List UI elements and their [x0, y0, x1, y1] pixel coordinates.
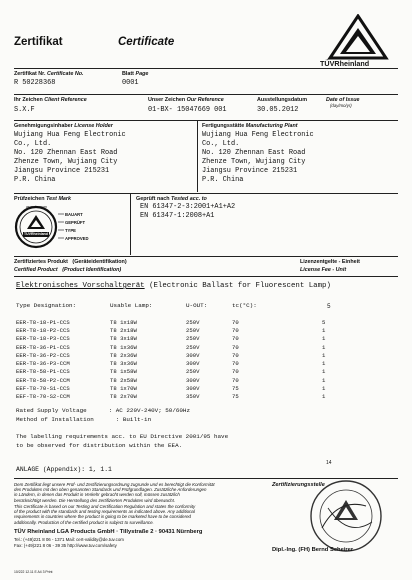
product-label-en: Certified Product (Product Identification) — [14, 267, 122, 273]
signer-name: Dipl.-Ing. (FH) Bernd Scheirer — [272, 547, 354, 553]
type-cell: EER-T8-18-P2-CCS — [16, 326, 70, 334]
type-cell: EER-T8-18-P1-CCS — [16, 318, 70, 326]
uout-cell: 350V — [186, 393, 200, 401]
uout-cell: 300V — [186, 385, 200, 393]
annex: ANLAGE (Appendix): 1, 1.1 — [16, 466, 112, 473]
issue-date-label-en: Date of Issue — [326, 97, 360, 103]
lamp-cell: T8 3x36W — [110, 360, 137, 368]
fee-label-en: License Fee - Unit — [300, 267, 347, 273]
our-ref-label: Unser Zeichen Our Reference — [148, 97, 224, 103]
labelling-note: The labelling requirements acc. to EU Directive 2001/95 have to be observed for distribution within the EEA. — [16, 433, 229, 449]
badge-text: BAUART GEPRÜFT TYPE APPROVED — [65, 212, 89, 241]
test-mark-badge: www.tuv.com TÜVRheinland BAUART GEPRÜFT TYPE APPROVED — [14, 204, 122, 250]
col-tc: tc(°C): — [232, 302, 257, 309]
table-row — [16, 335, 342, 343]
tc-cell: 70 — [232, 318, 239, 326]
col-uout: U-OUT: — [186, 302, 208, 309]
col-lamp: Usable Lamp: — [110, 302, 153, 309]
type-cell: EER-T8-18-P3-CCS — [16, 335, 70, 343]
table-row — [16, 393, 342, 401]
fee-cell: 5 — [322, 318, 326, 326]
uout-cell: 250V — [186, 368, 200, 376]
license-holder-label: Genehmigungsinhaber License Holder — [14, 123, 113, 129]
tc-cell: 70 — [232, 360, 239, 368]
our-ref-value: 01-BX- 15047669 001 — [148, 106, 227, 114]
type-cell: EER-T8-36-P3-CCM — [16, 360, 70, 368]
lamp-cell: T8 1x70W — [110, 385, 137, 393]
table-row — [16, 326, 342, 334]
table-row — [16, 351, 342, 359]
type-cell: EER-T8-36-P1-CCS — [16, 343, 70, 351]
page-value: 0001 — [122, 79, 139, 87]
uout-cell: 250V — [186, 335, 200, 343]
lamp-cell: T8 1x58W — [110, 368, 137, 376]
cert-no-value: R 50228368 — [14, 79, 56, 87]
col-type: Type Designation: — [16, 302, 77, 309]
page-label: Blatt Page — [122, 71, 149, 77]
uout-cell: 250V — [186, 326, 200, 334]
uout-cell: 250V — [186, 343, 200, 351]
fee-cell: 1 — [322, 343, 326, 351]
type-cell: EEF-T8-70-S2-CCM — [16, 393, 70, 401]
fee-cell: 1 — [322, 351, 326, 359]
table-row — [16, 376, 342, 384]
test-mark-label: Prüfzeichen Test Mark — [14, 196, 72, 202]
company-fax: Fax: (+49)221 8 06 - 39 35 http://www.tuv.com/safety — [14, 543, 117, 548]
fee-cell: 1 — [322, 376, 326, 384]
table-row — [16, 384, 342, 392]
cert-no-label: Zertifikat Nr. Certificate No. — [14, 71, 84, 77]
uout-cell: 250V — [186, 318, 200, 326]
lamp-cell: T8 2x58W — [110, 376, 137, 384]
fee-cell: 1 — [322, 393, 326, 401]
type-cell: EER-T8-58-P1-CCS — [16, 368, 70, 376]
tc-cell: 70 — [232, 335, 239, 343]
official-seal — [308, 478, 384, 554]
install-method: Method of Installation : Built-in — [16, 416, 152, 423]
page-mark: 14 — [326, 460, 332, 466]
lamp-cell: T8 2x18W — [110, 326, 137, 334]
uout-cell: 300V — [186, 376, 200, 384]
lamp-cell: T8 1x36W — [110, 343, 137, 351]
table-row — [16, 359, 342, 367]
client-ref-label: Ihr Zeichen Client Reference — [14, 97, 87, 103]
product-label-de: Zertifiziertes Produkt (Geräteidentifikation) — [14, 259, 127, 265]
issue-date-hint: (day/mo/yr) — [330, 103, 352, 108]
tc-cell: 70 — [232, 368, 239, 376]
table-row — [16, 343, 342, 351]
brand-name: TÜVRheinland — [320, 59, 370, 68]
tc-cell: 70 — [232, 351, 239, 359]
tuv-logo — [318, 14, 398, 68]
type-cell: EER-T8-58-P2-CCM — [16, 376, 70, 384]
cert-body-label: Zertifizierungsstelle — [272, 482, 325, 488]
tested-acc-standards: EN 61347-2-3:2001+A1+A2 EN 61347-1:2008+A1 — [140, 203, 236, 220]
seal-stamp-icon — [308, 478, 384, 554]
lamp-cell: T8 2x36W — [110, 351, 137, 359]
fee-cell: 1 — [322, 326, 326, 334]
fee-cell: 1 — [322, 385, 326, 393]
tc-cell: 70 — [232, 326, 239, 334]
issue-date-label: Ausstellungsdatum — [257, 97, 308, 103]
plant-label: Fertigungsstätte Manufacturing Plant — [202, 123, 298, 129]
fee-value: 5 — [327, 303, 331, 310]
uout-cell: 300V — [186, 351, 200, 359]
rated-voltage: Rated Supply Voltage : AC 220V-240V; 50/60Hz — [16, 407, 191, 414]
footer-english: This Certificate is based on our Testing and Certification Regulation and states the conformity of the product with the standards and testing requirements as indicated above. Any additional requirements in countries where the product is going to be marketed have to be considered additionally. Production of the certified product is subject to surveillance. — [14, 504, 196, 525]
product-table — [16, 318, 342, 401]
product-name: Elektronisches Vorschaltgerät (Electronic Ballast for Fluorescent Lamp) — [16, 282, 331, 290]
company-address: TÜV Rheinland LGA Products GmbH · Tillystraße 2 · 90431 Nürnberg — [14, 529, 203, 535]
table-row — [16, 368, 342, 376]
tc-cell: 75 — [232, 393, 239, 401]
license-holder-address: Wujiang Hua Feng Electronic Co., Ltd. No. 120 Zhennan East Road Zhenze Town, Wujiang City Jiangsu Province 215231 P.R. China — [14, 131, 126, 184]
footer-german: Dem Zertifikat liegt unsere Prüf- und Zertifizierungsordnung zugrunde und es berechtigt die Konformität des Produktes mit den oben genannten Standards und Prüfgrundlagen. Zusätzliche Anforderungen in Ländern, in denen das Produkt in Verkehr gebracht werden soll, müssen zusätzlich berücksichtigt werden. Die Herstellung des zertifizierten Produktes wird überwacht. — [14, 482, 215, 503]
title-english: Certificate — [118, 36, 175, 48]
title-german: Zertifikat — [14, 36, 63, 48]
tc-cell: 70 — [232, 376, 239, 384]
lamp-cell: T8 2x70W — [110, 393, 137, 401]
lamp-cell: T8 3x18W — [110, 335, 137, 343]
lamp-cell: T8 1x18W — [110, 318, 137, 326]
table-row — [16, 318, 342, 326]
fee-cell: 1 — [322, 368, 326, 376]
plant-address: Wujiang Hua Feng Electronic Co., Ltd. No. 120 Zhennan East Road Zhenze Town, Wujiang City Jiangsu Province 215231 P.R. China — [202, 131, 314, 184]
type-cell: EEF-T8-70-S1-CCS — [16, 385, 70, 393]
form-number: 10/222 12.11 E A4 3 Print — [14, 570, 53, 574]
tc-cell: 75 — [232, 385, 239, 393]
fee-cell: 1 — [322, 360, 326, 368]
tested-acc-label: Geprüft nach Tested acc. to — [136, 196, 207, 202]
company-tel: Tel.: (+49)221 8 06 - 1371 Mail: cert-validity@de.tuv.com — [14, 537, 124, 542]
tc-cell: 70 — [232, 343, 239, 351]
fee-cell: 1 — [322, 335, 326, 343]
type-cell: EER-T8-36-P2-CCS — [16, 351, 70, 359]
issue-date-value: 30.05.2012 — [257, 106, 299, 114]
uout-cell: 300V — [186, 360, 200, 368]
fee-label-de: Lizenzentgelte - Einheit — [300, 259, 360, 265]
client-ref-value: S.X.F — [14, 106, 35, 114]
